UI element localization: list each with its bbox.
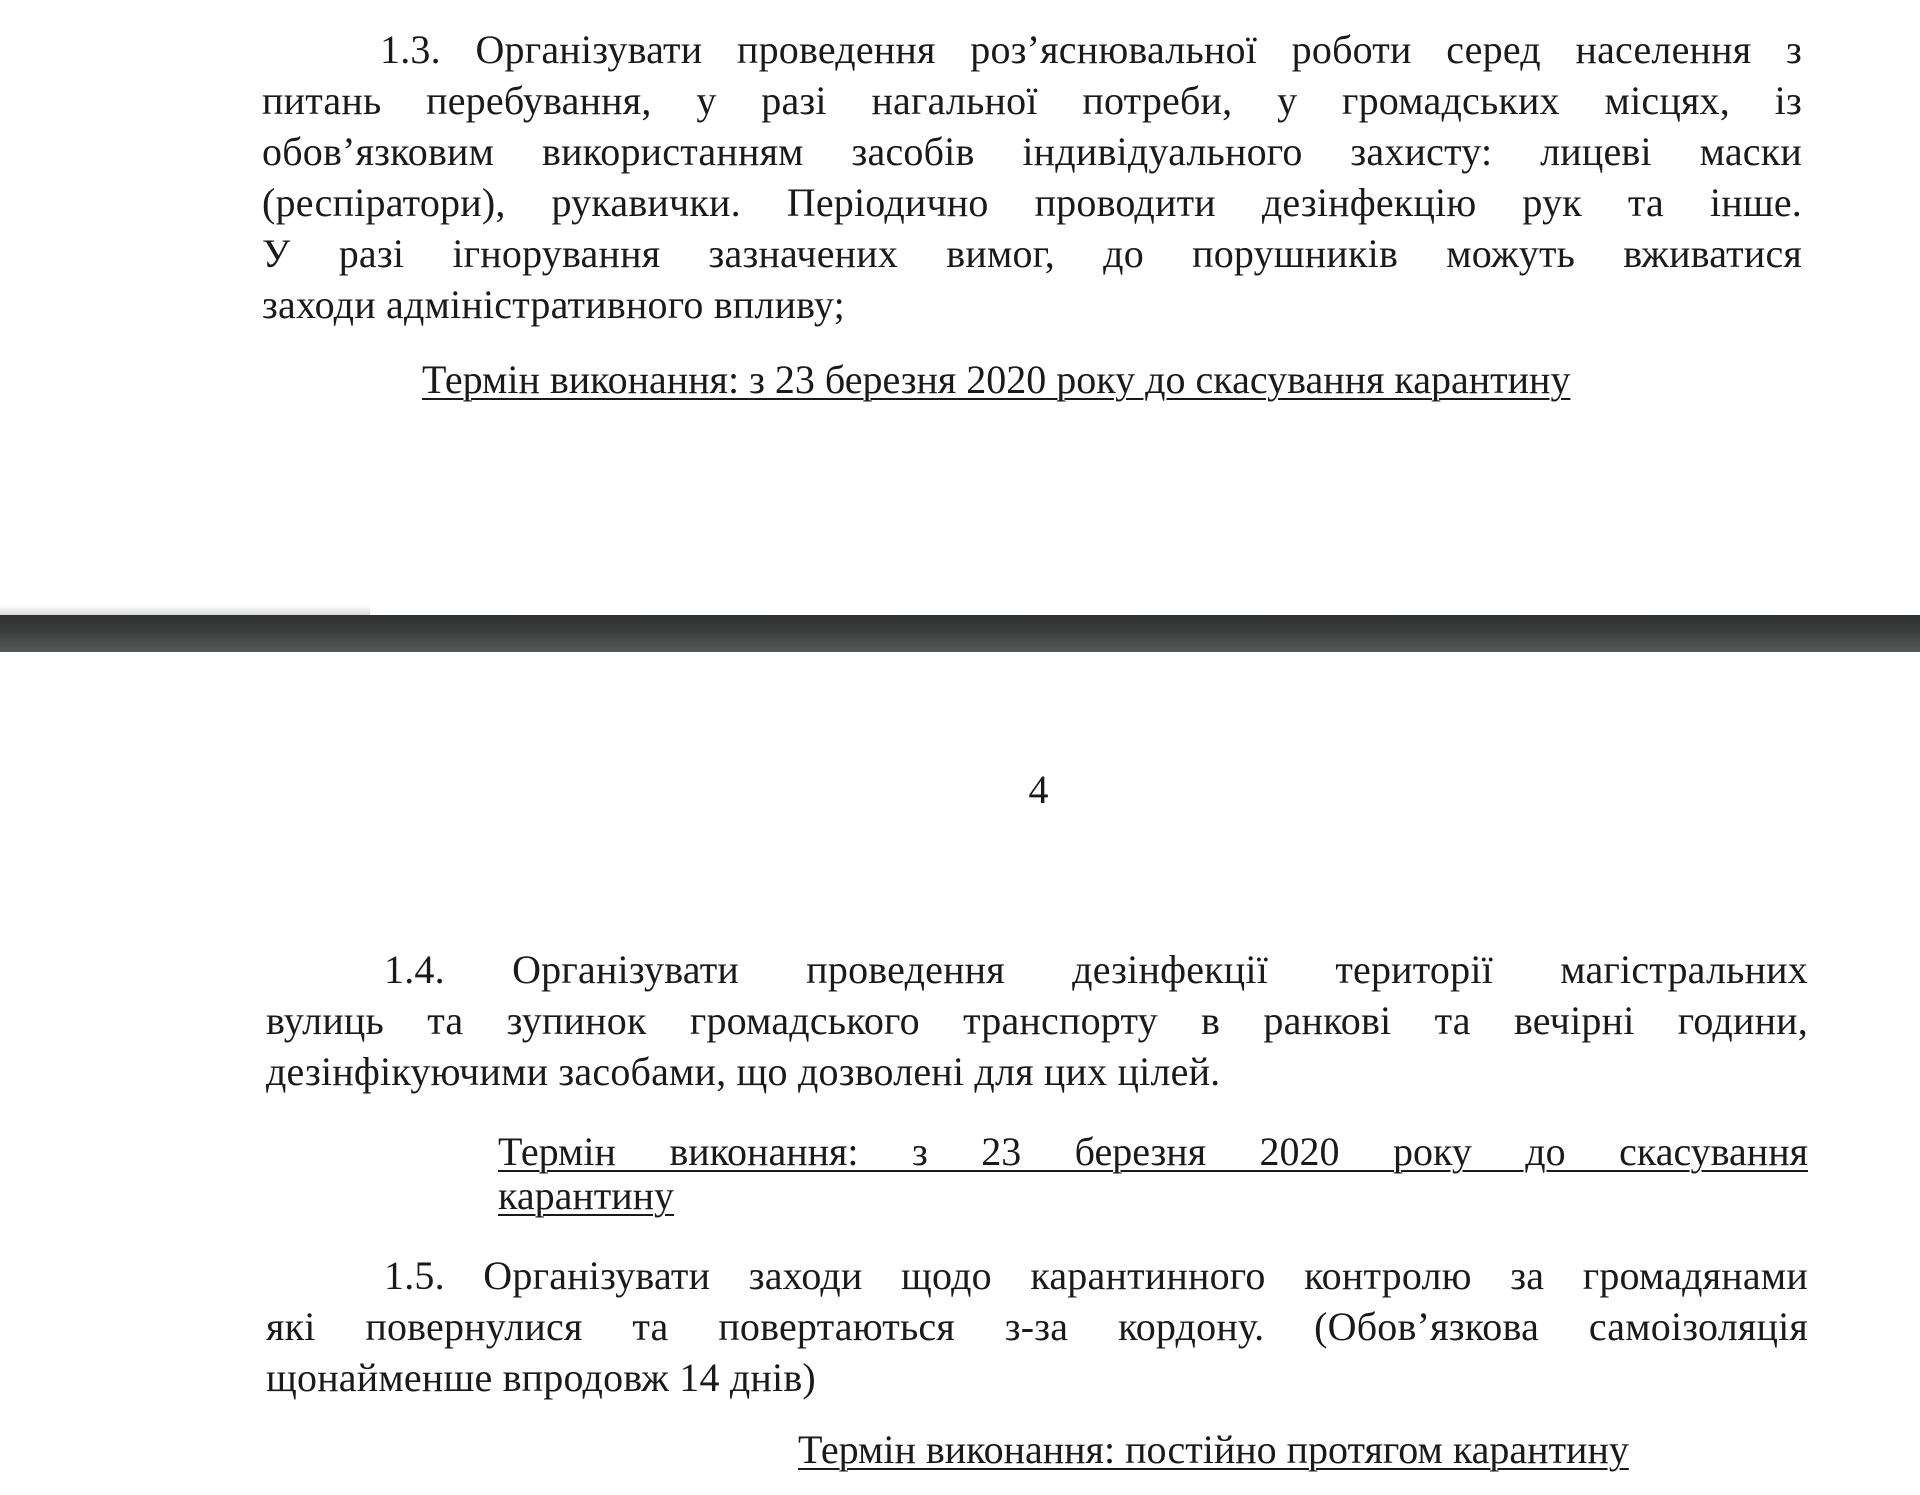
document-page-top [0, 0, 1920, 615]
section-1-5-deadline: Термін виконання: постійно протягом карантину [798, 1427, 1629, 1472]
section-1-4-line: дезінфікуючими засобами, що дозволені для цих цілей. [266, 1049, 1221, 1094]
section-1-5 [266, 1250, 1808, 1403]
page-separator [0, 615, 1920, 652]
page-edge-shadow [0, 605, 370, 615]
section-1-4-line: 1.4. Організувати проведення дезінфекції території магістральних [384, 947, 1808, 992]
page-number: 4 [1028, 767, 1049, 812]
section-1-3-line: 1.3. Організувати проведення роз’яснювальної роботи серед населення з [380, 27, 1802, 72]
section-1-4-deadline-line: карантину [498, 1173, 675, 1218]
section-1-3-line: питань перебування, у разі нагальної потреби, у громадських місцях, із [262, 78, 1802, 123]
section-1-4 [266, 944, 1808, 1097]
section-1-4-deadline-line: Термін виконання: з 23 березня 2020 року до скасування [498, 1129, 1808, 1174]
section-1-3-line: У разі ігнорування зазначених вимог, до порушників можуть вживатися [262, 231, 1802, 276]
section-1-3-line: (респіратори), рукавички. Періодично проводити дезінфекцію рук та інше. [262, 180, 1802, 225]
section-1-4-deadline [498, 1130, 1808, 1218]
section-1-3-line: заходи адміністративного впливу; [262, 282, 845, 327]
section-1-3 [262, 24, 1802, 330]
section-1-5-line: які повернулися та повертаються з-за кордону. (Обов’язкова самоізоляція [266, 1304, 1808, 1349]
section-1-5-line: 1.5. Організувати заходи щодо карантинного контролю за громадянами [384, 1253, 1808, 1298]
section-1-4-line: вулиць та зупинок громадського транспорту в ранкові та вечірні години, [266, 998, 1808, 1043]
section-1-3-line: обов’язковим використанням засобів індивідуального захисту: лицеві маски [262, 129, 1802, 174]
section-1-3-deadline: Термін виконання: з 23 березня 2020 року до скасування карантину [422, 357, 1571, 402]
section-1-5-line: щонайменше впродовж 14 днів) [266, 1355, 816, 1400]
